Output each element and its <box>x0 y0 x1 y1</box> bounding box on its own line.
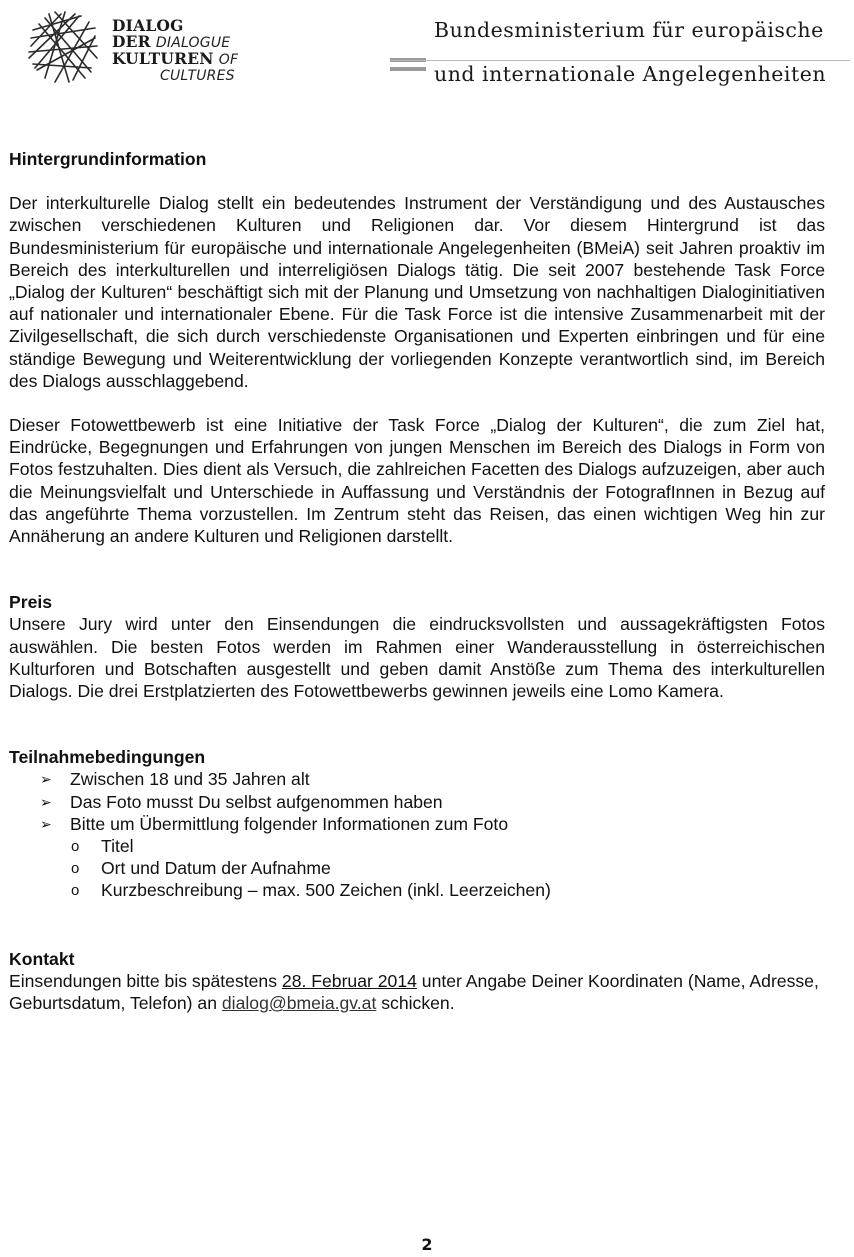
circle-bullet-icon: o <box>71 860 80 878</box>
contact-paragraph <box>9 970 825 1014</box>
ministry-header <box>390 14 850 84</box>
document-body <box>9 148 825 1014</box>
section-contact <box>9 948 825 1015</box>
list-item <box>71 835 825 857</box>
page-number: 2 <box>421 1235 433 1254</box>
list-item <box>40 791 825 813</box>
conditions-list <box>9 768 825 835</box>
logo-text-dialog: DIALOG <box>112 16 184 35</box>
deadline-date: 28. Februar 2014 <box>281 970 417 991</box>
subcondition-text: Titel <box>101 836 134 857</box>
logo-text-der: DER <box>112 32 151 51</box>
list-item <box>71 879 825 901</box>
logo-text-dialogue: DIALOGUE <box>155 35 231 51</box>
logo-text-cultures: CULTURES <box>160 68 235 84</box>
list-item <box>71 857 825 879</box>
background-paragraph-2: Dieser Fotowettbewerb ist eine Initiative der Task Force „Dialog der Kulturen“, die zum Ziel hat, Eindrücke, Begegnungen und Erfahrungen von jungen Menschen im Bereich des Dialogs in Form von Fotos festzuhalten. Dies dient als Versuch, die zahlreichen Facetten des Dialogs aufzuzeigen, aber auch die Meinungsvielfalt und Unterschiede in Auffassung und Verständnis der FotografInnen in Bezug auf das angeführte Thema vorzustellen. Im Zentrum steht das Reisen, das einen wichtigen Weg hin zur Annäherung an andere Kulturen und Religionen darstellt. <box>9 415 825 547</box>
ministry-name-line1: Bundesministerium für europäische <box>434 18 824 42</box>
arrow-bullet-icon: ➢ <box>40 771 52 788</box>
conditions-sublist <box>9 835 825 902</box>
contact-text-start: Einsendungen bitte bis spätestens <box>9 970 282 991</box>
ministry-divider <box>390 60 850 61</box>
background-paragraph-1: Der interkulturelle Dialog stellt ein bedeutendes Instrument der Verständigung und des Austausches zwischen verschiedenen Kulturen und Religionen dar. Vor diesem Hintergrund ist das Bundesministerium für europäische und internationale Angelegenheiten (BMeiA) seit Jahren proaktiv im Bereich des interkulturellen und interreligiösen Dialogs tätig. Die seit 2007 bestehende Task Force „Dialog der Kulturen“ beschäftigt sich mit der Planung und Umsetzung von nachhaltigen Dialoginitiativen auf nationaler und internationaler Ebene. Für die Task Force ist die intensive Zusammenarbeit mit der Zivilgesellschaft, die sich durch verschiedenste Organisationen und Experten einbringen und für eine ständige Bewegung und Weiterentwicklung der vorliegenden Konzepte verantwortlich sind, im Bereich des Dialogs ausschlaggebend. <box>9 193 825 391</box>
contact-text-middle: unter Angabe Deiner Koordinaten (Name, Adresse, Geburtsdatum, Telefon) an <box>9 970 819 1014</box>
list-item <box>40 768 825 790</box>
list-item <box>40 813 825 835</box>
ministry-name-line2: und internationale Angelegenheiten <box>434 62 827 86</box>
logo-wordmark <box>112 18 238 84</box>
contact-text-end: schicken. <box>376 993 455 1014</box>
condition-text: Das Foto musst Du selbst aufgenommen haben <box>70 791 443 812</box>
prize-paragraph: Unsere Jury wird unter den Einsendungen die eindrucksvollsten und aussagekräftigsten Fotos auswählen. Die besten Fotos werden im Rahmen einer Wanderausstellung in österreichischen Kulturforen und Botschaften ausgestellt und geben damit Anstöße zum Thema des interkulturellen Dialogs. Die drei Erstplatzierten des Fotowettbewerbs gewinnen jeweils eine Lomo Kamera. <box>9 614 825 702</box>
logo-text-of: OF <box>218 52 239 68</box>
heading-conditions: Teilnahmebedingungen <box>9 747 206 768</box>
circle-bullet-icon: o <box>71 838 80 856</box>
section-background <box>9 148 825 547</box>
subcondition-text: Ort und Datum der Aufnahme <box>101 858 331 879</box>
heading-contact: Kontakt <box>9 948 75 969</box>
dialog-der-kulturen-logo <box>22 6 252 88</box>
heading-prize: Preis <box>9 592 53 613</box>
section-conditions <box>9 746 825 901</box>
dialog-network-logo-icon <box>25 8 101 84</box>
section-prize <box>9 591 825 702</box>
logo-text-kulturen: KULTUREN <box>112 49 214 68</box>
condition-text: Bitte um Übermittlung folgender Informationen zum Foto <box>70 813 509 834</box>
circle-bullet-icon: o <box>71 882 80 900</box>
subcondition-text: Kurzbeschreibung – max. 500 Zeichen (inkl. Leerzeichen) <box>101 880 551 901</box>
heading-background: Hintergrundinformation <box>9 149 207 169</box>
condition-text: Zwischen 18 und 35 Jahren alt <box>70 769 310 790</box>
email-link[interactable]: dialog@bmeia.gv.at <box>221 993 377 1014</box>
arrow-bullet-icon: ➢ <box>40 793 52 810</box>
arrow-bullet-icon: ➢ <box>40 815 52 832</box>
